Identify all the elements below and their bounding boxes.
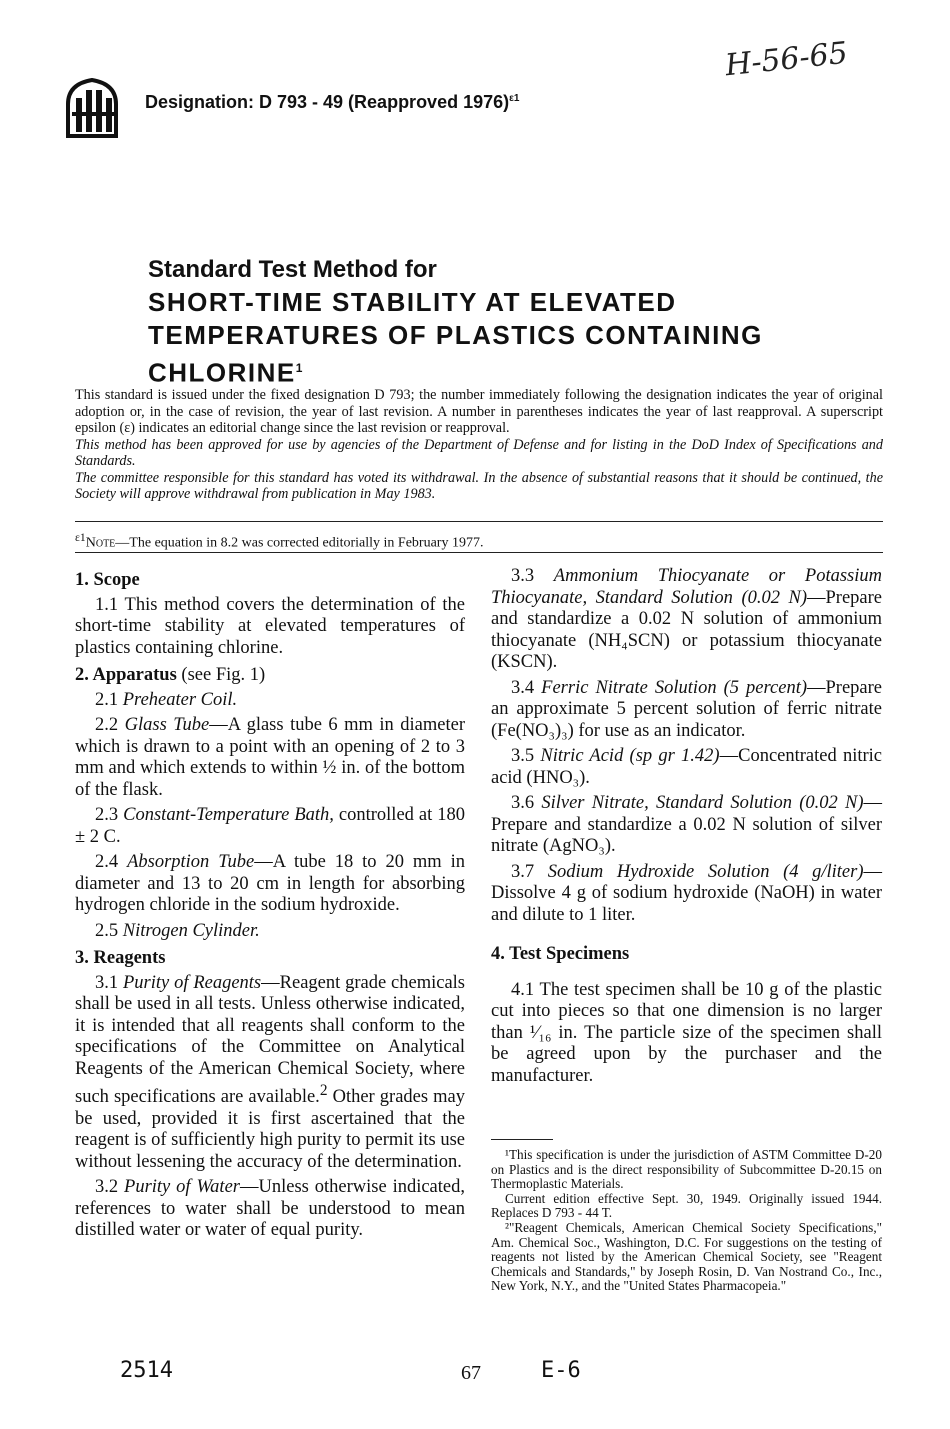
paragraph: 3.7 Sodium Hydroxide Solution (4 g/liter)—Dissolve 4 g of sodium hydroxide (NaOH) in water and dilute to 1 liter. [491,861,883,925]
handwritten-annotation: H-56-65 [723,35,850,84]
divider [75,552,883,553]
intro-block [75,387,883,503]
paragraph: 3.5 Nitric Acid (sp gr 1.42)—Concentrated nitric acid (HNO₃). [491,746,883,788]
section-heading: 4. Test Specimens [491,944,630,964]
paragraph: 2.3 Constant-Temperature Bath, controlled at 180 ± 2 C. [75,805,466,847]
right-column [491,566,882,1091]
paragraph: 3.2 Purity of Water—Unless otherwise indicated, references to water shall be understood to mean distilled water or water of equal purity. [75,1177,465,1241]
section-heading: 2. Apparatus (see Fig. 1) [75,665,266,685]
paragraph: 3.6 Silver Nitrate, Standard Solution (0.02 N)—Prepare and standardize a 0.02 N solution of silver nitrate (AgNO₃). [491,793,882,856]
paragraph: 4.1 The test specimen shall be 10 g of the plastic cut into pieces so that one dimension is no larger than ¹⁄₁₆ in. The particle size of the specimen shall be agreed upon by the purchaser and the manufacturer. [491,979,882,1086]
paragraph: 2.4 Absorption Tube—A tube 18 to 20 mm in diameter and 13 to 20 cm in length for absorbing hydrogen chloride in the sodium hydroxide. [75,852,466,915]
footnote: ¹This specification is under the jurisdiction of ASTM Committee D-20 on Plastics and is the direct responsibility of Subcommittee D-20.15 on Thermoplastic Materials. [491,1147,882,1192]
dod-approval: This method has been approved for use by agencies of the Department of Defense and for listing in the DoD Index of Specifications and Standards. [75,436,883,469]
astm-logo-icon [60,76,124,140]
paragraph: 1.1 This method covers the determination of the short-time stability at elevated temperatures of plastics containing chlorine. [75,594,465,658]
footnote: ²"Reagent Chemicals, American Chemical Society Specifications," Am. Chemical Soc., Washington, D.C. For suggestions on the testing of reagents not listed by the American Chemical Society, see "Reagent Chemicals and Standards," by Joseph Rosin, D. Van Nostrand Co., Inc., New York, N.Y., and the "United States Pharmacopeia." [491,1219,882,1294]
section-heading: 1. Scope [75,570,140,590]
footer-section: E-6 [541,1358,581,1383]
footnotes [491,1148,882,1294]
page-number: 67 [461,1362,481,1384]
footnote: Current edition effective Sept. 30, 1949. Originally issued 1944. Replaces D 793 - 44 T. [491,1190,882,1221]
title-line1: Standard Test Method for [148,256,437,283]
footer-code: 2514 [120,1358,173,1383]
paragraph: 3.4 Ferric Nitrate Solution (5 percent)—Prepare an approximate 5 percent solution of ferric nitrate (Fe(NO₃)₃) for use as an indicator. [491,677,882,741]
paragraph: 3.3 Ammonium Thiocyanate or Potassium Thiocyanate, Standard Solution (0.02 N)—Prepare and standardize a 0.02 N solution of ammonium thiocyanate (NH₄SCN) or potassium thiocyanate (KSCN). [491,566,882,672]
withdrawal-notice: The committee responsible for this standard has voted its withdrawal. In the absence of substantial reasons that it should be continued, the Society will approve withdrawal from publication in May 1983. [75,469,883,502]
paragraph: 2.2 Glass Tube—A glass tube 6 mm in diameter which is drawn to a point with an opening of 2 to 3 mm and which extends to within ½ in. of the bottom of the flask. [75,715,466,800]
divider [75,521,883,522]
designation: Designation: D 793 - 49 (Reapproved 1976)$^{\varepsilon 1}$ [145,92,520,112]
astm-logo [60,76,124,140]
paragraph: 2.5 Nitrogen Cylinder. [95,920,260,941]
editorial-note: $^{\varepsilon 1}$Note—The equation in 8.2 was corrected editorially in February 1977. [75,531,484,551]
intro-paragraph: This standard is issued under the fixed designation D 793; the number immediately following the designation indicates the year of original adoption or, in the case of revision, the year of last revision. A number in parentheses indicates the year of last reapproval. A superscript epsilon (ε) indicates an editorial change since the last revision or reapproval. [75,387,883,436]
left-column [75,564,465,1246]
document-title: SHORT-TIME STABILITY AT ELEVATED TEMPERATURES OF PLASTICS CONTAINING CHLORINE$^1$ [148,287,763,388]
paragraph: 3.1 Purity of Reagents—Reagent grade chemicals shall be used in all tests. Unless otherwise indicated, it is intended that all reagents shall conform to the specifications of the Committee on Analytical Reagents of the American Chemical Society, where such specifications are available.$^2$ Other grades may be used, provided it is first ascertained that the reagent is of sufficiently high purity to permit its use without lessening the accuracy of the determination. [75,972,466,1172]
section-heading: 3. Reagents [75,948,166,968]
footnote-rule [491,1139,553,1140]
paragraph: 2.1 Preheater Coil. [95,689,238,710]
